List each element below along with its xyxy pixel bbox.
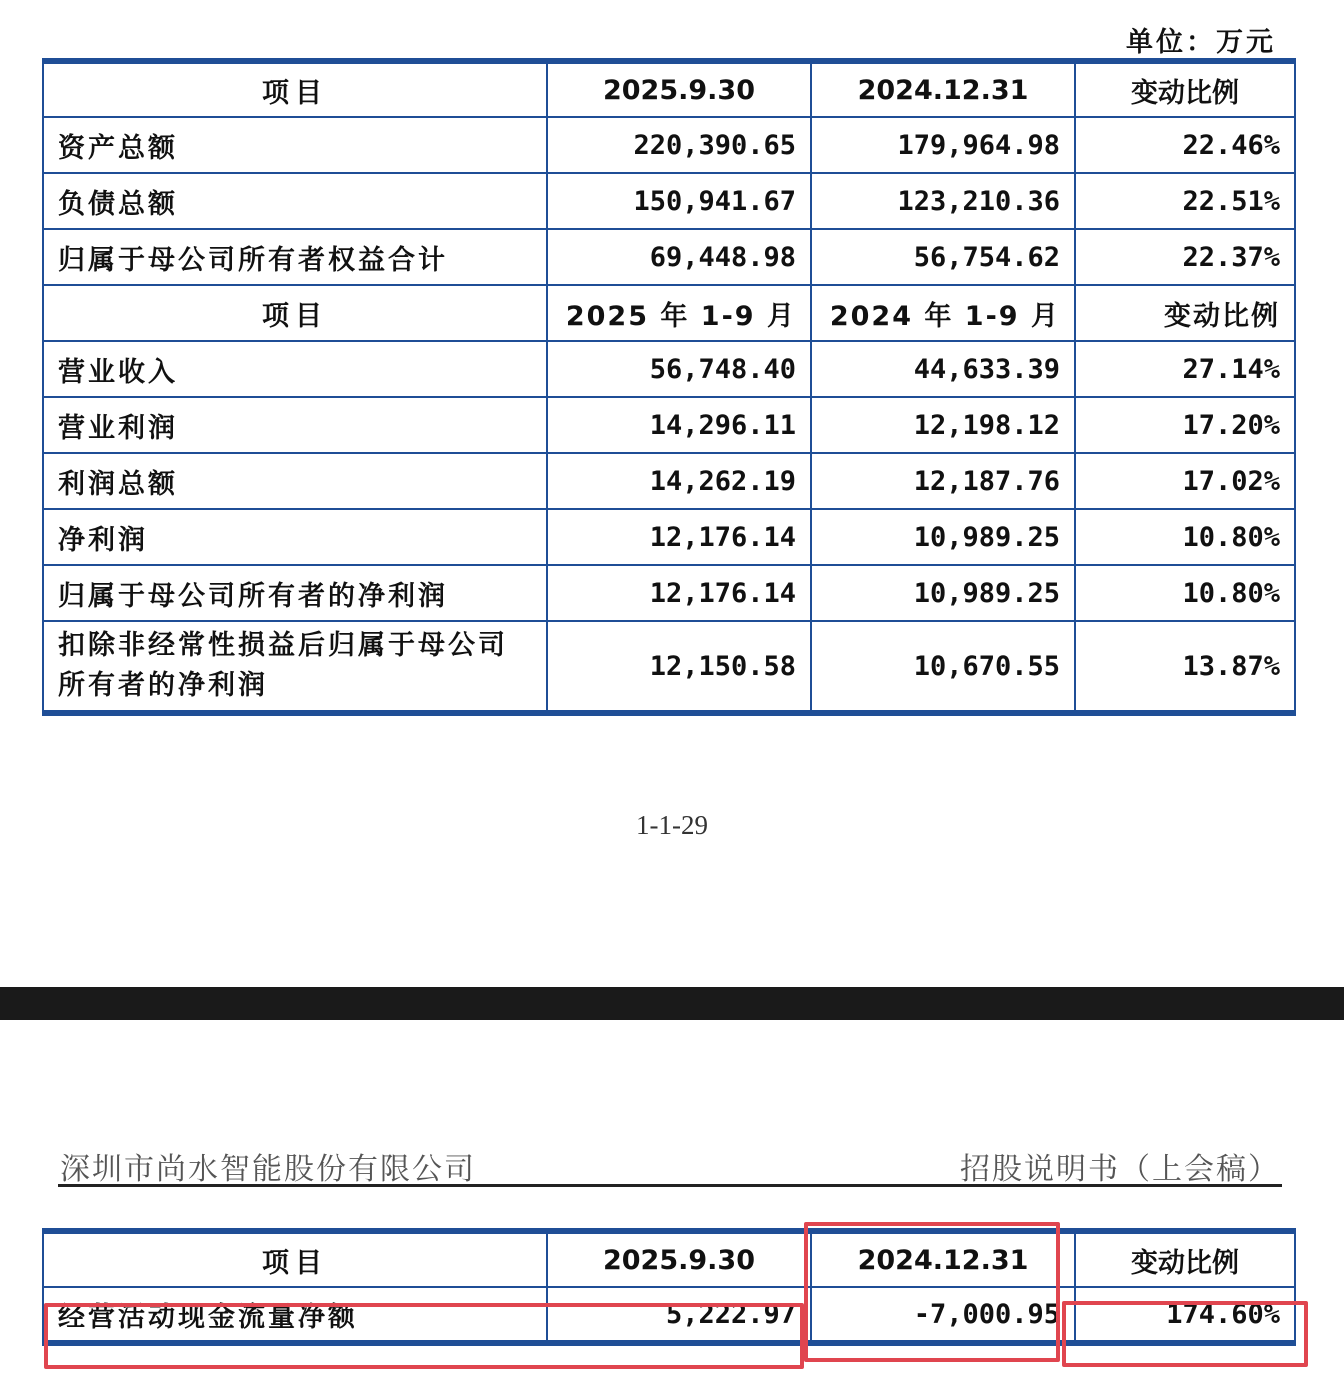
row-value-1: 150,941.67 bbox=[547, 173, 811, 229]
subheader-period-1: 2025 年 1-9 月 bbox=[547, 285, 811, 341]
company-name: 深圳市尚水智能股份有限公司 bbox=[60, 1153, 476, 1186]
row-value-2: 123,210.36 bbox=[811, 173, 1075, 229]
row-ratio: 22.37% bbox=[1075, 229, 1295, 285]
header-item: 项目 bbox=[43, 61, 547, 117]
row-value-1: 69,448.98 bbox=[547, 229, 811, 285]
row-value-1: 12,150.58 bbox=[547, 621, 811, 713]
highlight-box-column bbox=[804, 1222, 1060, 1362]
highlight-box-ratio bbox=[1062, 1301, 1308, 1367]
header-change-ratio: 变动比例 bbox=[1075, 61, 1295, 117]
header-item: 项目 bbox=[43, 1231, 547, 1287]
row-ratio: 13.87% bbox=[1075, 621, 1295, 713]
subheader-item: 项目 bbox=[43, 285, 547, 341]
subheader-period-2: 2024 年 1-9 月 bbox=[811, 285, 1075, 341]
table-row bbox=[43, 173, 1295, 229]
row-label: 经营活动现金流量净额 bbox=[43, 1287, 547, 1343]
header-date-2: 2024.12.31 bbox=[811, 1231, 1075, 1287]
row-value-1: 12,176.14 bbox=[547, 565, 811, 621]
document-title: 招股说明书（上会稿） bbox=[960, 1153, 1280, 1186]
row-label: 净利润 bbox=[43, 509, 547, 565]
row-value-1: 5,222.97 bbox=[547, 1287, 811, 1343]
table-subheader-row bbox=[43, 285, 1295, 341]
row-value-1: 14,262.19 bbox=[547, 453, 811, 509]
row-label: 归属于母公司所有者的净利润 bbox=[43, 565, 547, 621]
row-ratio: 17.02% bbox=[1075, 453, 1295, 509]
table-row bbox=[43, 397, 1295, 453]
row-ratio: 22.46% bbox=[1075, 117, 1295, 173]
row-ratio: 174.60% bbox=[1075, 1287, 1295, 1343]
row-label: 扣除非经常性损益后归属于母公司所有者的净利润 bbox=[43, 621, 547, 713]
table-row bbox=[43, 509, 1295, 565]
table-row bbox=[43, 453, 1295, 509]
table-row bbox=[43, 229, 1295, 285]
row-value-2: 10,989.25 bbox=[811, 565, 1075, 621]
header-change-ratio: 变动比例 bbox=[1075, 1231, 1295, 1287]
table-row bbox=[43, 565, 1295, 621]
row-value-2: 179,964.98 bbox=[811, 117, 1075, 173]
table-row bbox=[43, 341, 1295, 397]
table-header-row bbox=[43, 61, 1295, 117]
table-row bbox=[43, 117, 1295, 173]
document-header bbox=[58, 1140, 1282, 1187]
row-value-2: 56,754.62 bbox=[811, 229, 1075, 285]
row-ratio: 27.14% bbox=[1075, 341, 1295, 397]
page-number: 1-1-29 bbox=[636, 810, 708, 840]
subheader-change-ratio: 变动比例 bbox=[1075, 285, 1295, 341]
row-label: 负债总额 bbox=[43, 173, 547, 229]
page-divider bbox=[0, 987, 1344, 1020]
row-label: 营业收入 bbox=[43, 341, 547, 397]
table-row bbox=[43, 621, 1295, 713]
row-value-2: 12,198.12 bbox=[811, 397, 1075, 453]
row-value-1: 56,748.40 bbox=[547, 341, 811, 397]
unit-label: 单位：万元 bbox=[1126, 27, 1276, 58]
row-value-1: 220,390.65 bbox=[547, 117, 811, 173]
row-ratio: 10.80% bbox=[1075, 565, 1295, 621]
header-date-1: 2025.9.30 bbox=[547, 61, 811, 117]
row-value-2: 44,633.39 bbox=[811, 341, 1075, 397]
row-value-2: 10,989.25 bbox=[811, 509, 1075, 565]
row-value-2: 10,670.55 bbox=[811, 621, 1075, 713]
row-label: 利润总额 bbox=[43, 453, 547, 509]
row-label: 营业利润 bbox=[43, 397, 547, 453]
row-ratio: 10.80% bbox=[1075, 509, 1295, 565]
row-value-2: -7,000.95 bbox=[811, 1287, 1075, 1343]
row-label: 归属于母公司所有者权益合计 bbox=[43, 229, 547, 285]
row-value-2: 12,187.76 bbox=[811, 453, 1075, 509]
header-date-2: 2024.12.31 bbox=[811, 61, 1075, 117]
row-ratio: 22.51% bbox=[1075, 173, 1295, 229]
row-value-1: 14,296.11 bbox=[547, 397, 811, 453]
financial-summary-table bbox=[42, 58, 1296, 716]
row-label: 资产总额 bbox=[43, 117, 547, 173]
row-ratio: 17.20% bbox=[1075, 397, 1295, 453]
row-value-1: 12,176.14 bbox=[547, 509, 811, 565]
highlight-box-row bbox=[44, 1303, 804, 1369]
table-header-row bbox=[43, 1231, 1295, 1287]
header-date-1: 2025.9.30 bbox=[547, 1231, 811, 1287]
